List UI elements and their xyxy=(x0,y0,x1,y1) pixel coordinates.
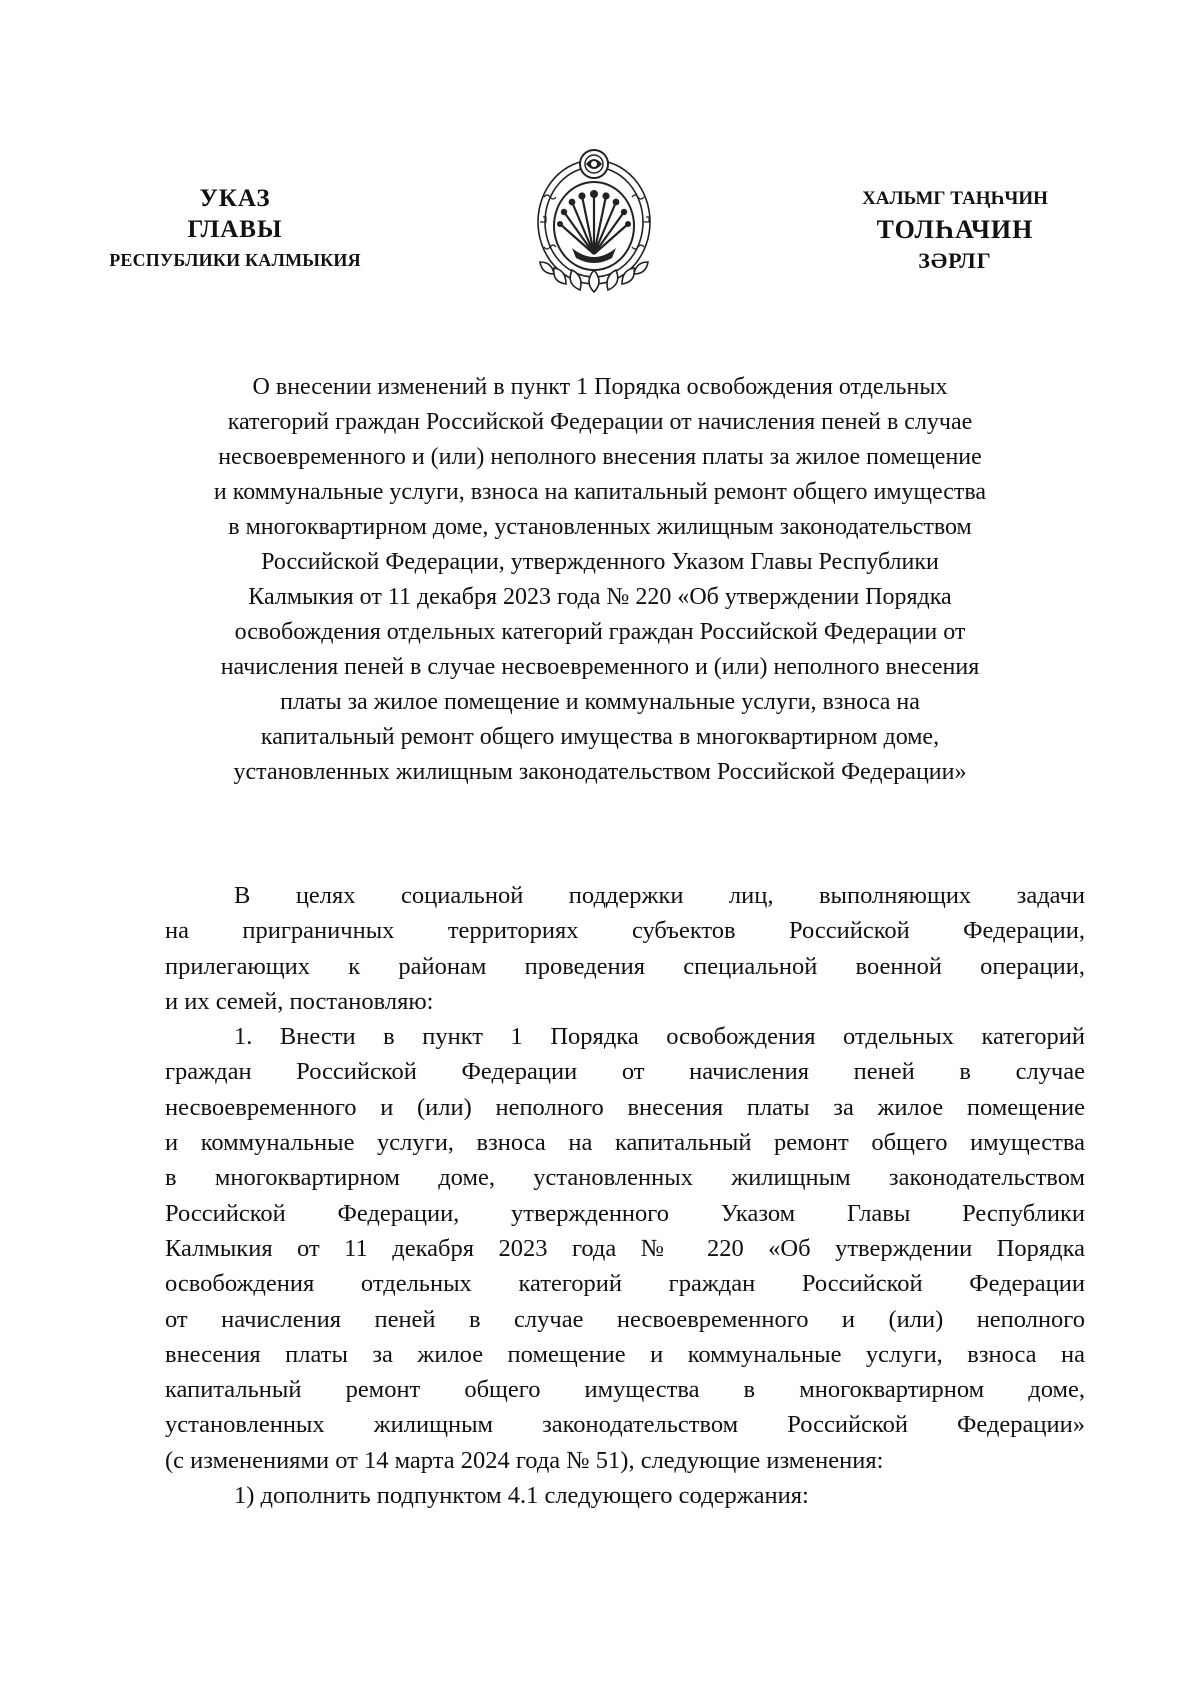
body-line: внесения платы за жилое помещение и коммунальные услуги, взноса на xyxy=(165,1340,1085,1368)
body-line: капитальный ремонт общего имущества в многоквартирном доме, xyxy=(165,1376,1085,1404)
header-right-line1: ХАЛЬМГ ТАҢҺЧИН xyxy=(862,188,1048,209)
body-line: и их семей, постановляю: xyxy=(165,987,434,1015)
body-line: Российской Федерации, утвержденного Указом Главы Республики xyxy=(165,1199,1085,1227)
body-line: В целях социальной поддержки лиц, выполняющих задачи xyxy=(234,882,1085,909)
title-line: несвоевременного и (или) неполного внесения платы за жилое помещение xyxy=(218,444,982,470)
header-left-decree: УКАЗ xyxy=(199,185,271,212)
title-line: платы за жилое помещение и коммунальные услуги, взноса на xyxy=(280,689,920,715)
body-line: в многоквартирном доме, установленных жилищным законодательством xyxy=(165,1164,1085,1192)
header-left-block xyxy=(90,183,380,276)
body-line: несвоевременного и (или) неполного внесения платы за жилое помещение xyxy=(165,1093,1085,1121)
title-line: Калмыкия от 11 декабря 2023 года № 220 «Об утверждении Порядка xyxy=(248,584,952,610)
body-line: освобождения отдельных категорий граждан Российской Федерации xyxy=(165,1270,1085,1298)
coat-of-arms-kalmykia-icon xyxy=(522,142,667,302)
title-line: Российской Федерации, утвержденного Указом Главы Республики xyxy=(261,549,939,575)
body-line: прилегающих к районам проведения специальной военной операции, xyxy=(165,952,1085,980)
body-line: от начисления пеней в случае несвоевременного и (или) неполного xyxy=(165,1305,1085,1333)
body-line: Калмыкия от 11 декабря 2023 года № 220 «Об утверждении Порядка xyxy=(165,1234,1085,1262)
document-title xyxy=(150,370,1050,790)
header-right-block xyxy=(840,183,1070,276)
title-line: О внесении изменений в пункт 1 Порядка освобождения отдельных xyxy=(252,374,948,400)
title-line: категорий граждан Российской Федерации от начисления пеней в случае xyxy=(227,409,973,435)
header-left-republic: РЕСПУБЛИКИ КАЛМЫКИЯ xyxy=(109,250,361,270)
header-left-head: ГЛАВЫ xyxy=(187,216,283,243)
title-line: капитальный ремонт общего имущества в многоквартирном доме, xyxy=(260,724,940,750)
title-line: и коммунальные услуги, взноса на капитальный ремонт общего имущества xyxy=(213,479,987,505)
title-line: освобождения отдельных категорий граждан Российской Федерации от xyxy=(234,619,966,645)
title-line: в многоквартирном доме, установленных жилищным законодательством xyxy=(228,514,972,540)
body-line: установленных жилищным законодательством Российской Федерации» xyxy=(165,1411,1085,1439)
body-line: и коммунальные услуги, взноса на капитальный ремонт общего имущества xyxy=(165,1129,1085,1157)
title-line: установленных жилищным законодательством Российской Федерации» xyxy=(233,759,967,785)
title-line: начисления пеней в случае несвоевременного и (или) неполного внесения xyxy=(220,654,980,680)
header-right-line3: ЗӘРЛГ xyxy=(918,248,992,273)
body-line: на приграничных территориях субъектов Российской Федерации, xyxy=(165,917,1085,945)
body-line: граждан Российской Федерации от начисления пеней в случае xyxy=(165,1058,1085,1086)
body-line: (с изменениями от 14 марта 2024 года № 51), следующие изменения: xyxy=(165,1446,884,1474)
body-line: 1. Внести в пункт 1 Порядка освобождения отдельных категорий xyxy=(234,1023,1085,1051)
body-line: 1) дополнить подпунктом 4.1 следующего содержания: xyxy=(234,1482,809,1510)
document-body xyxy=(165,878,1085,1513)
header-right-line2: ТОЛҺАЧИН xyxy=(876,215,1034,244)
